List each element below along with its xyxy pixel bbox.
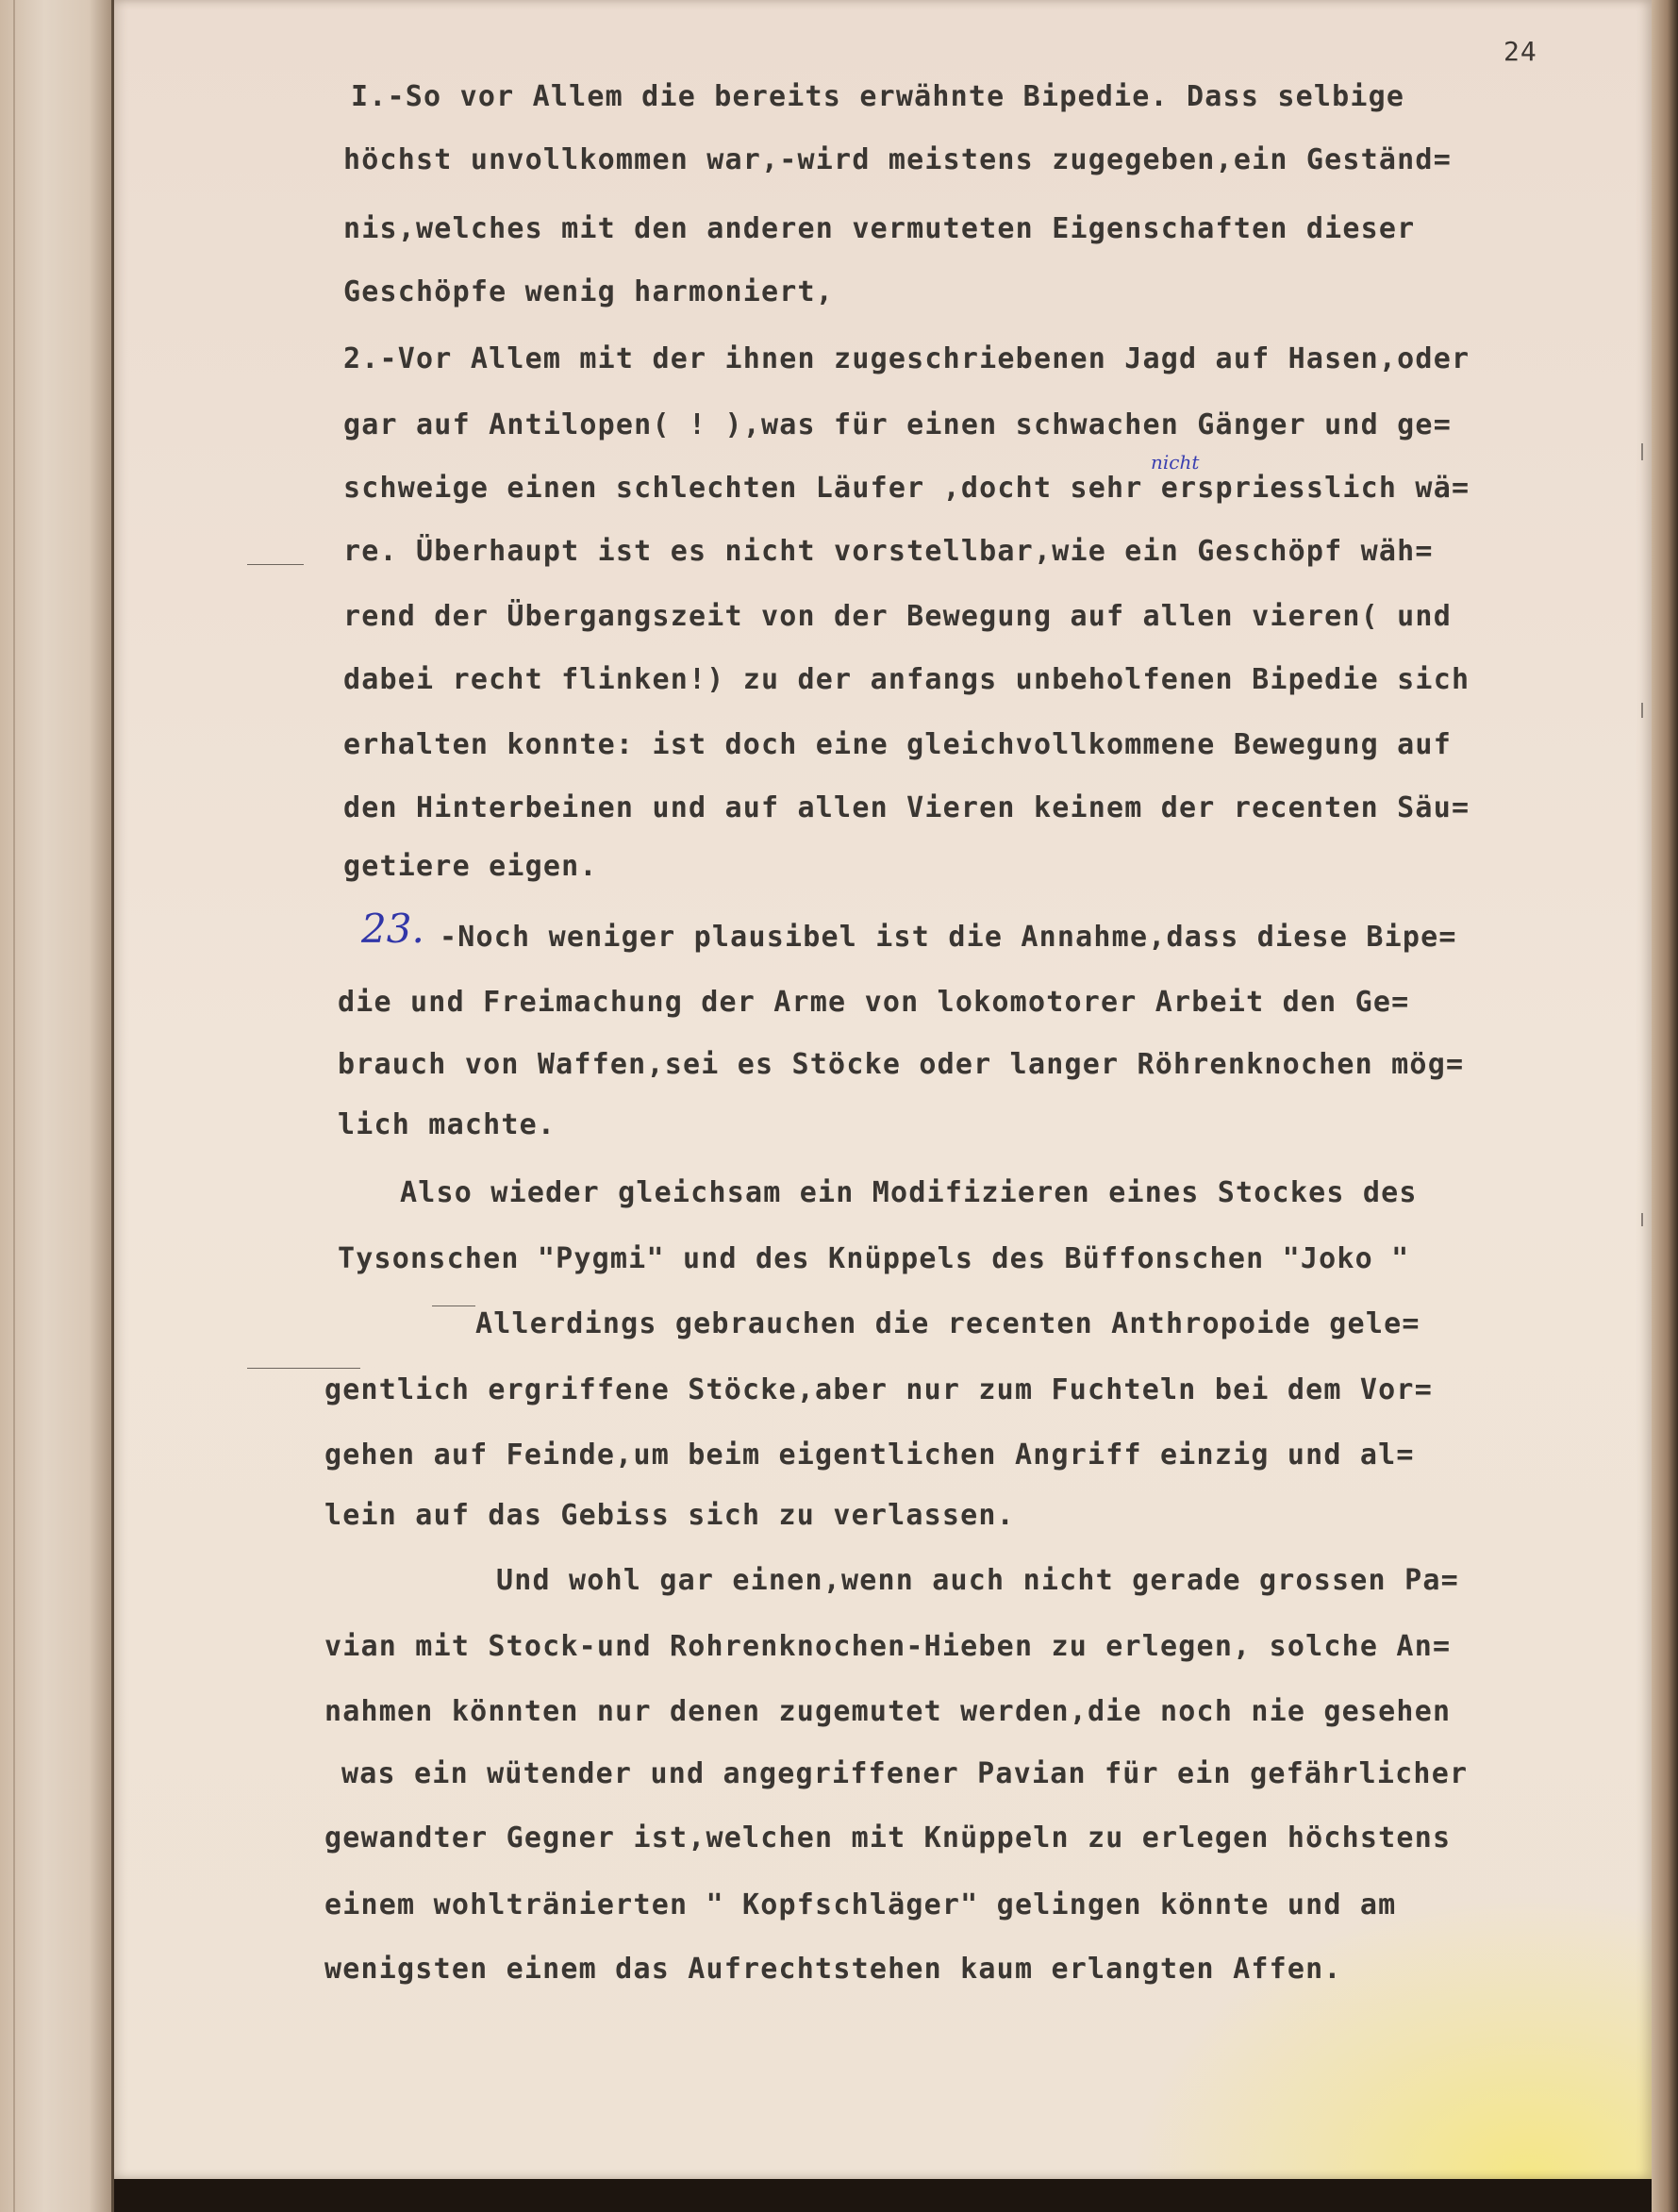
margin-pencil-line: [247, 1368, 360, 1369]
edge-pencil-mark: [1641, 703, 1643, 718]
text-line: Allerdings gebrauchen die recenten Anthropoide gele=: [475, 1307, 1420, 1340]
text-line: Geschöpfe wenig harmoniert,: [343, 275, 835, 308]
text-line: -Noch weniger plausibel ist die Annahme,dass diese Bipe=: [440, 921, 1457, 954]
text-line: den Hinterbeinen und auf allen Vieren keinem der recenten Säu=: [343, 791, 1470, 824]
text-line: re. Überhaupt ist es nicht vorstellbar,wie ein Geschöpf wäh=: [343, 535, 1434, 568]
text-line: Und wohl gar einen,wenn auch nicht gerade grossen Pa=: [496, 1564, 1459, 1597]
page-number: 24: [1504, 36, 1537, 67]
text-line: die und Freimachung der Arme von lokomotorer Arbeit den Ge=: [338, 986, 1410, 1019]
margin-pencil-line: [247, 564, 304, 565]
text-line: gehen auf Feinde,um beim eigentlichen Angriff einzig und al=: [324, 1439, 1415, 1472]
text-line: einem wohltränierten " Kopfschläger" gelingen könnte und am: [324, 1888, 1397, 1921]
edge-pencil-mark: [1641, 1213, 1643, 1226]
text-line: vian mit Stock-und Rohrenknochen-Hieben zu erlegen, solche An=: [324, 1630, 1452, 1663]
text-line: dabei recht flinken!) zu der anfangs unbeholfenen Bipedie sich: [343, 663, 1470, 696]
text-line: nahmen könnten nur denen zugemutet werden,die noch nie gesehen: [324, 1695, 1452, 1728]
text-line: lein auf das Gebiss sich zu verlassen.: [324, 1499, 1015, 1532]
text-line: schweige einen schlechten Läufer ,docht sehr erspriesslich wä=: [343, 472, 1470, 505]
text-line: gentlich ergriffene Stöcke,aber nur zum Fuchteln bei dem Vor=: [324, 1373, 1433, 1406]
text-line: höchst unvollkommen war,-wird meistens zugegeben,ein Geständ=: [343, 143, 1452, 176]
text-line: Tysonschen "Pygmi" und des Knüppels des Büffonschen "Joko ": [338, 1242, 1410, 1275]
text-line: getiere eigen.: [343, 850, 598, 883]
text-line: lich machte.: [338, 1108, 557, 1141]
text-line: nis,welches mit den anderen vermuteten Eigenschaften dieser: [343, 212, 1416, 245]
edge-pencil-mark: [1641, 443, 1643, 460]
handwritten-section-number: 23.: [361, 906, 424, 952]
text-line: wenigsten einem das Aufrechtstehen kaum erlangten Affen.: [324, 1953, 1342, 1986]
handwritten-insertion: nicht: [1151, 451, 1200, 474]
text-line: erhalten konnte: ist doch eine gleichvollkommene Bewegung auf: [343, 728, 1452, 761]
text-line: gar auf Antilopen( ! ),was für einen schwachen Gänger und ge=: [343, 408, 1452, 441]
text-line: Also wieder gleichsam ein Modifizieren eines Stockes des: [400, 1176, 1418, 1209]
text-line: rend der Übergangszeit von der Bewegung auf allen vieren( und: [343, 600, 1452, 633]
text-line: gewandter Gegner ist,welchen mit Knüppeln zu erlegen höchstens: [324, 1821, 1452, 1854]
text-line: brauch von Waffen,sei es Stöcke oder langer Röhrenknochen mög=: [338, 1048, 1465, 1081]
text-line: I.-So vor Allem die bereits erwähnte Bipedie. Dass selbige: [351, 80, 1405, 113]
text-line: was ein wütender und angegriffener Pavian für ein gefährlicher: [341, 1757, 1469, 1790]
text-line: 2.-Vor Allem mit der ihnen zugeschriebenen Jagd auf Hasen,oder: [343, 342, 1470, 375]
